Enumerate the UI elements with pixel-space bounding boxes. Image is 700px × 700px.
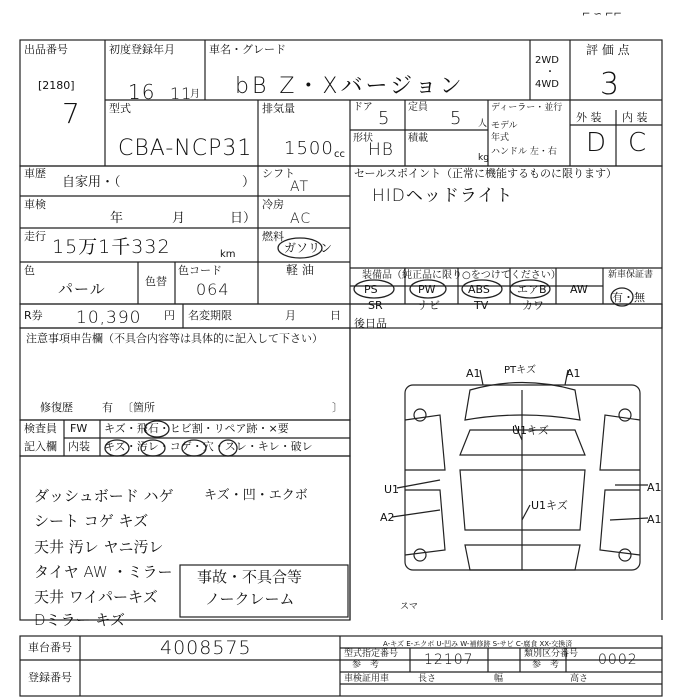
exterior-label: 外 装 bbox=[576, 111, 602, 124]
fuel-label: 燃料 bbox=[262, 230, 284, 243]
history-label: 車歴 bbox=[24, 167, 46, 180]
doors-value: 5 bbox=[378, 108, 391, 129]
warranty-value: 有・無 bbox=[612, 291, 645, 304]
car-name-value: bB Z・Xバージョン bbox=[235, 74, 465, 99]
chassis-label: 車台番号 bbox=[28, 641, 72, 654]
drive-2wd: 2WD bbox=[535, 55, 559, 66]
note-line-2: シート コゲ キズ bbox=[34, 512, 149, 530]
inspection-label: 車検 bbox=[24, 198, 46, 211]
aircon-label: 冷房 bbox=[262, 198, 284, 211]
aircon-value: AC bbox=[290, 211, 312, 227]
note-line-4: タイヤ AW ・ミラー bbox=[34, 563, 173, 581]
inspection-year: 年 bbox=[110, 211, 124, 226]
color-code-value: 064 bbox=[196, 280, 230, 299]
note-middle: キズ・凹・エクボ bbox=[204, 488, 308, 503]
repair-bracket: 〔箇所 bbox=[122, 401, 155, 414]
capacity-unit: 人 bbox=[478, 119, 488, 129]
sales-point-value: HIDヘッドライト bbox=[372, 186, 514, 206]
equip-leather: カワ bbox=[522, 299, 544, 312]
lot-code: [2180] bbox=[38, 79, 75, 92]
type-designation-label: 型式指定番号 bbox=[344, 649, 399, 659]
equip-sr: SR bbox=[368, 299, 383, 312]
interior-value: C bbox=[628, 128, 648, 158]
diagram-label-3: A2 bbox=[380, 511, 395, 524]
lot-number: 7 bbox=[62, 97, 81, 130]
diagram-top-right: A1 bbox=[566, 367, 581, 380]
note-line-5: 天井 ワイパーキズ bbox=[34, 588, 158, 606]
history-close: ） bbox=[242, 175, 256, 190]
color-code-label: 色コード bbox=[178, 264, 222, 277]
damage-legend: A-キズ E-エクボ U-凹み W-補修跡 S-サビ C-腐食 XX-交換済 bbox=[383, 640, 573, 648]
equip-airbag: エアB bbox=[517, 283, 547, 296]
grade-value: 3 bbox=[600, 67, 621, 102]
displacement-value: 1500 bbox=[284, 138, 334, 159]
shift-value: AT bbox=[290, 179, 310, 195]
equipment-label: 装備品（純正品に限り○をつけてください） bbox=[362, 270, 561, 281]
model-label: 型式 bbox=[109, 102, 131, 115]
name-change-label: 名変期限 bbox=[188, 309, 232, 322]
stamp-line-1: 事故・不具合等 bbox=[197, 568, 303, 586]
diagram-label-5: A1 bbox=[647, 481, 662, 494]
inspection-day: 日） bbox=[230, 211, 257, 226]
cert-label: 車検証用車 bbox=[344, 674, 390, 684]
shape-value: HB bbox=[368, 140, 394, 160]
interior-items: キズ・汚レ・コゲ・穴・スレ・キレ・破レ bbox=[104, 440, 313, 453]
shape-label: 形状 bbox=[353, 133, 373, 144]
equip-aw: AW bbox=[570, 283, 588, 296]
recycle-label: R券 bbox=[24, 309, 43, 322]
note-line-1: ダッシュボード ハゲ bbox=[34, 487, 174, 505]
sales-point-label: セールスポイント（正常に機能するものに限ります） bbox=[354, 167, 618, 180]
inspector-label-1: 検査員 bbox=[24, 422, 57, 435]
drive-4wd: 4WD bbox=[535, 79, 559, 90]
cert-height: 高さ bbox=[570, 674, 589, 684]
dealer-label: ディーラー・並行 bbox=[491, 103, 563, 113]
type-designation-sub: 参 考 bbox=[352, 660, 380, 670]
stamp-line-2: ノークレーム bbox=[205, 590, 295, 608]
warranty-label: 新車保証書 bbox=[608, 270, 654, 280]
equip-ps: PS bbox=[364, 283, 378, 296]
year-label: 年式 bbox=[491, 133, 510, 143]
doors-label: ドア bbox=[353, 102, 373, 113]
recycle-value: 10,390 bbox=[76, 308, 142, 328]
fuel-gasoline: ガソリン bbox=[284, 241, 333, 255]
notes-box-label: 注意事項申告欄（不具合内容等は具体的に記入して下さい） bbox=[26, 332, 323, 345]
repair-close: 〕 bbox=[332, 401, 343, 414]
car-diagram bbox=[392, 367, 648, 570]
car-name-label: 車名・グレード bbox=[209, 43, 286, 56]
diagram-top-left: A1 bbox=[466, 367, 481, 380]
category-sub: 参 考 bbox=[532, 660, 560, 670]
repair-value: 有 bbox=[102, 401, 113, 414]
first-reg-month: 11 bbox=[170, 84, 193, 103]
diagram-label-4: U1キズ bbox=[531, 499, 568, 512]
color-change-label: 色替 bbox=[145, 275, 167, 288]
type-designation-value: 12107 bbox=[424, 652, 474, 668]
registration-label: 登録番号 bbox=[28, 671, 72, 684]
mileage-unit: km bbox=[220, 249, 236, 260]
first-reg-year: 16 bbox=[128, 80, 156, 104]
name-change-month: 月 bbox=[285, 309, 296, 322]
equip-abs: ABS bbox=[468, 283, 490, 296]
history-value: 自家用・（ bbox=[62, 175, 121, 190]
first-reg-label: 初度登録年月 bbox=[109, 43, 175, 56]
corner-mark: ⌐ ∽ ⌐⌐ bbox=[582, 9, 622, 20]
diagram-top-middle: PTキズ bbox=[504, 365, 536, 376]
category-value: 0002 bbox=[598, 652, 638, 668]
fuel-diesel: 軽 油 bbox=[286, 263, 314, 277]
load-label: 積載 bbox=[408, 133, 428, 144]
note-line-6: Dミラー キズ bbox=[34, 611, 126, 629]
interior-label: 内 装 bbox=[622, 111, 648, 124]
category-label: 類別区分番号 bbox=[524, 649, 579, 659]
equip-tv: TV bbox=[474, 299, 489, 312]
recycle-unit: 円 bbox=[164, 309, 175, 322]
diagram-label-1: U1キズ bbox=[512, 424, 549, 437]
later-date-label: 後日品 bbox=[354, 317, 387, 330]
load-unit: kg bbox=[478, 153, 489, 163]
diagram-label-7: スマ bbox=[400, 602, 418, 612]
cert-length: 長さ bbox=[418, 674, 437, 684]
mileage-label: 走行 bbox=[24, 230, 46, 243]
inspection-month: 月 bbox=[172, 211, 186, 226]
fw-items: キズ・飛石・ヒビ割・リペア跡・×要 bbox=[104, 422, 289, 435]
repair-label: 修復歴 bbox=[40, 401, 73, 414]
handle-label: ハンドル 左・右 bbox=[491, 147, 557, 157]
note-line-3: 天井 汚レ ヤニ汚レ bbox=[34, 538, 164, 556]
exterior-value: D bbox=[586, 128, 608, 158]
lot-label: 出品番号 bbox=[24, 43, 68, 56]
capacity-label: 定員 bbox=[408, 102, 428, 113]
color-value: パール bbox=[58, 280, 106, 298]
color-label: 色 bbox=[24, 264, 35, 277]
model-value: CBA-NCP31 bbox=[118, 136, 253, 161]
shift-label: シフト bbox=[262, 167, 295, 180]
displacement-label: 排気量 bbox=[262, 102, 295, 115]
drive-dot: ・ bbox=[545, 67, 555, 78]
grade-label: 評 価 点 bbox=[586, 43, 630, 57]
cert-width: 幅 bbox=[494, 674, 504, 684]
model-year-label: モデル bbox=[491, 121, 518, 131]
inspector-label-2: 記入欄 bbox=[24, 440, 57, 453]
name-change-day: 日 bbox=[330, 309, 341, 322]
diagram-label-2: U1 bbox=[384, 483, 400, 496]
capacity-value: 5 bbox=[450, 108, 463, 129]
displacement-unit: cc bbox=[334, 149, 345, 160]
interior-row-label: 内装 bbox=[68, 440, 90, 453]
fw-label: FW bbox=[70, 422, 88, 435]
chassis-value: 4008575 bbox=[160, 637, 252, 659]
first-reg-month-unit: 月 bbox=[190, 89, 200, 100]
equip-navi: ナビ bbox=[418, 299, 440, 312]
mileage-value: 15万1千332 bbox=[52, 236, 171, 258]
equip-pw: PW bbox=[418, 283, 436, 296]
diagram-label-6: A1 bbox=[647, 513, 662, 526]
